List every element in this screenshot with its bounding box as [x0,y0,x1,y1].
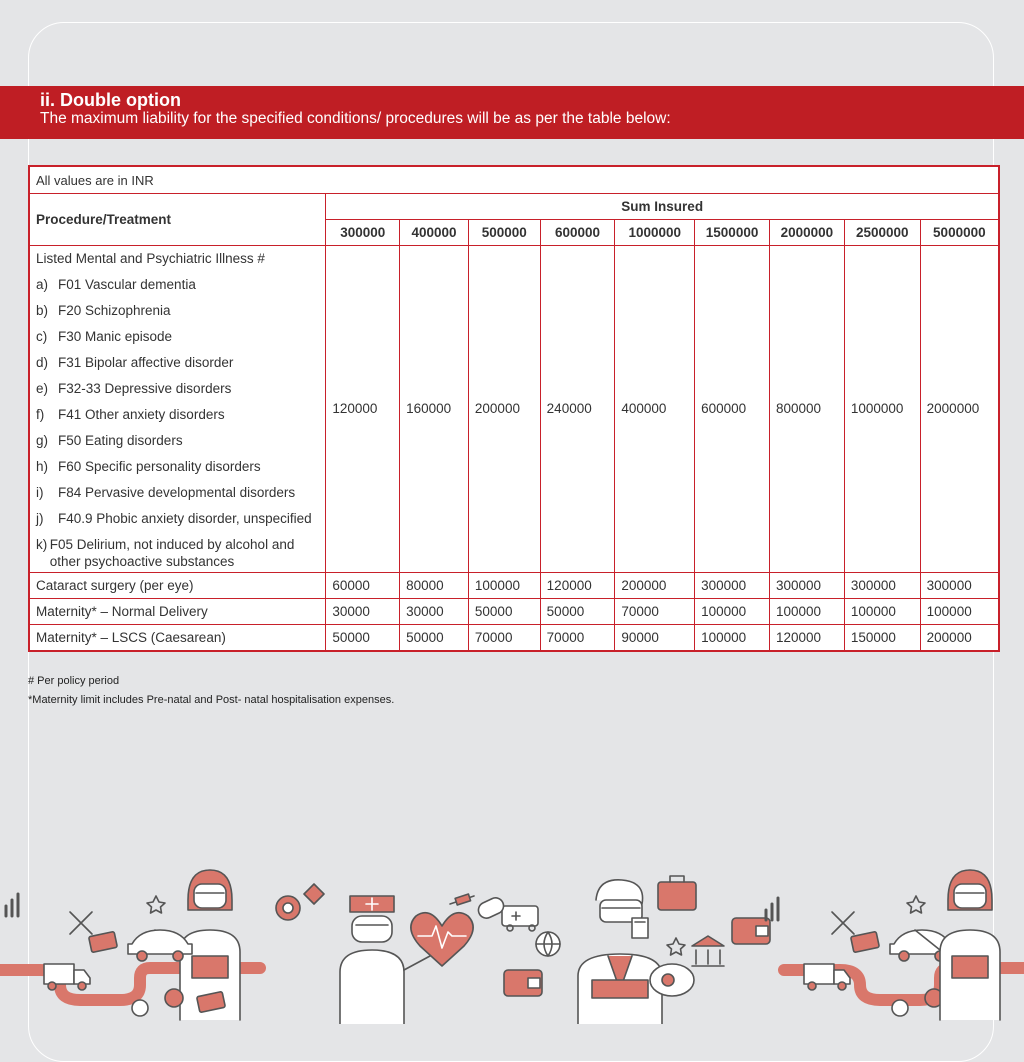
procedure-name: Maternity* – Normal Delivery [29,599,326,625]
limit-value: 100000 [695,625,770,652]
illness-list-item [36,532,319,572]
limit-value: 600000 [701,401,747,416]
procedure-name: Cataract surgery (per eye) [29,573,326,599]
limit-value-cell [920,246,999,573]
limit-value: 120000 [540,573,615,599]
sum-insured-column-header: 400000 [400,220,469,246]
limit-value-cell [615,246,695,573]
illness-name: F05 Delirium, not induced by alcohol and other psychoactive substances [49,537,295,569]
limit-value: 30000 [400,599,469,625]
sum-insured-header: Sum Insured [326,194,999,220]
limit-value: 200000 [920,625,999,652]
limit-value: 1000000 [850,401,904,416]
list-marker: h) [36,459,49,474]
limit-value: 300000 [920,573,999,599]
heart-icon [411,913,473,966]
illness-list-item [36,324,319,350]
limit-value: 200000 [474,401,520,416]
money-icon [89,931,118,952]
person-icon [578,880,662,1024]
limit-value-cell [844,246,920,573]
limit-value: 50000 [400,625,469,652]
sum-insured-column-header: 500000 [468,220,540,246]
illness-list-item [36,428,319,454]
illness-list-item [36,298,319,324]
mental-illness-title: Listed Mental and Psychiatric Illness # [36,251,265,266]
illness-name: F41 Other anxiety disorders [58,407,225,422]
table-header-row [29,194,999,220]
mental-illness-row [29,246,999,573]
illness-name: F01 Vascular dementia [58,277,196,292]
illness-list-item [36,506,319,532]
limit-value-cell [326,246,400,573]
insurance-illustration [0,860,1024,1024]
limit-value: 50000 [326,625,400,652]
tools-icon [70,912,92,934]
limit-value: 50000 [540,599,615,625]
footnote-policy-period: # Per policy period [28,675,120,687]
illness-list-item [36,376,319,402]
section-banner [0,86,1024,139]
sum-insured-column-header: 1500000 [695,220,770,246]
list-marker: k) [36,537,48,552]
limit-value: 100000 [468,573,540,599]
globe-icon [536,932,560,956]
list-marker: e) [36,381,49,396]
illness-list-item [36,350,319,376]
limit-value: 100000 [769,599,844,625]
limit-value: 2000000 [926,401,980,416]
sum-insured-column-header: 2000000 [769,220,844,246]
limit-value: 50000 [468,599,540,625]
illness-list-item [36,480,319,506]
sum-insured-column-header: 5000000 [920,220,999,246]
sum-insured-column-header: 1000000 [615,220,695,246]
list-marker: g) [36,433,49,448]
lifebuoy-icon [276,896,300,920]
illness-name: F32-33 Depressive disorders [58,381,232,396]
table-row [29,573,999,599]
list-marker: j) [36,511,44,526]
truck-icon [44,964,90,990]
liability-table [28,165,1000,652]
list-marker: c) [36,329,48,344]
limit-value: 300000 [695,573,770,599]
limit-value-cell [540,246,615,573]
limit-value: 100000 [844,599,920,625]
illness-name: F40.9 Phobic anxiety disorder, unspecified [58,511,312,526]
money-icon [851,931,880,952]
piggy-bank-icon [650,964,694,996]
mental-illness-cell [29,246,326,573]
limit-value: 150000 [844,625,920,652]
list-marker: b) [36,303,49,318]
limit-value: 100000 [695,599,770,625]
limit-value: 240000 [546,401,592,416]
limit-value: 80000 [400,573,469,599]
limit-value: 70000 [468,625,540,652]
handshake-icon [304,884,324,904]
chart-icon [766,898,778,920]
calculator-icon [632,918,648,938]
illness-name: F60 Specific personality disorders [58,459,261,474]
currency-note: All values are in INR [29,166,999,194]
limit-value: 800000 [775,401,822,416]
illness-list-item [36,272,319,298]
footnotes [28,672,394,710]
footnote-maternity: *Maternity limit includes Pre-natal and Post- natal hospitalisation expenses. [28,694,395,706]
limit-value: 90000 [615,625,695,652]
car-icon [128,930,192,961]
illness-name: F20 Schizophrenia [58,303,171,318]
limit-value: 30000 [326,599,400,625]
limit-value: 100000 [920,599,999,625]
limit-value: 300000 [844,573,920,599]
syringe-icon [450,894,474,905]
bank-icon [692,936,724,966]
wallet-icon [732,918,770,944]
illness-name: F31 Bipolar affective disorder [58,355,234,370]
limit-value-cell [695,246,770,573]
chart-icon [6,894,18,916]
limit-value: 200000 [615,573,695,599]
procedure-name: Maternity* – LSCS (Caesarean) [29,625,326,652]
limit-value-cell [769,246,844,573]
list-marker: d) [36,355,49,370]
limit-value: 300000 [769,573,844,599]
tools-icon [832,912,854,934]
ambulance-icon [502,906,538,931]
illness-list-item [36,454,319,480]
section-title: ii. Double option [40,90,181,110]
illness-list-item [36,402,319,428]
limit-value: 60000 [326,573,400,599]
limit-value: 400000 [621,401,667,416]
limit-value: 160000 [406,401,452,416]
limit-value: 70000 [615,599,695,625]
wallet-icon [504,970,542,996]
procedure-header: Procedure/Treatment [29,194,326,246]
list-marker: a) [36,277,49,292]
limit-value: 120000 [769,625,844,652]
list-marker: i) [36,485,44,500]
limit-value: 120000 [332,401,378,416]
sum-insured-column-header: 2500000 [844,220,920,246]
illness-name: F84 Pervasive developmental disorders [58,485,296,500]
sum-insured-column-header: 600000 [540,220,615,246]
sum-insured-column-header: 300000 [326,220,400,246]
limit-value: 70000 [540,625,615,652]
briefcase-icon [658,876,696,910]
section-subtitle: The maximum liability for the specified conditions/ procedures will be as per the table below: [40,110,671,127]
table-row [29,625,999,652]
limit-value-cell [468,246,540,573]
illness-name: F30 Manic episode [58,329,173,344]
illness-name: F50 Eating disorders [58,433,183,448]
limit-value-cell [400,246,469,573]
table-row [29,599,999,625]
list-marker: f) [36,407,45,422]
table-note-row [29,166,999,194]
